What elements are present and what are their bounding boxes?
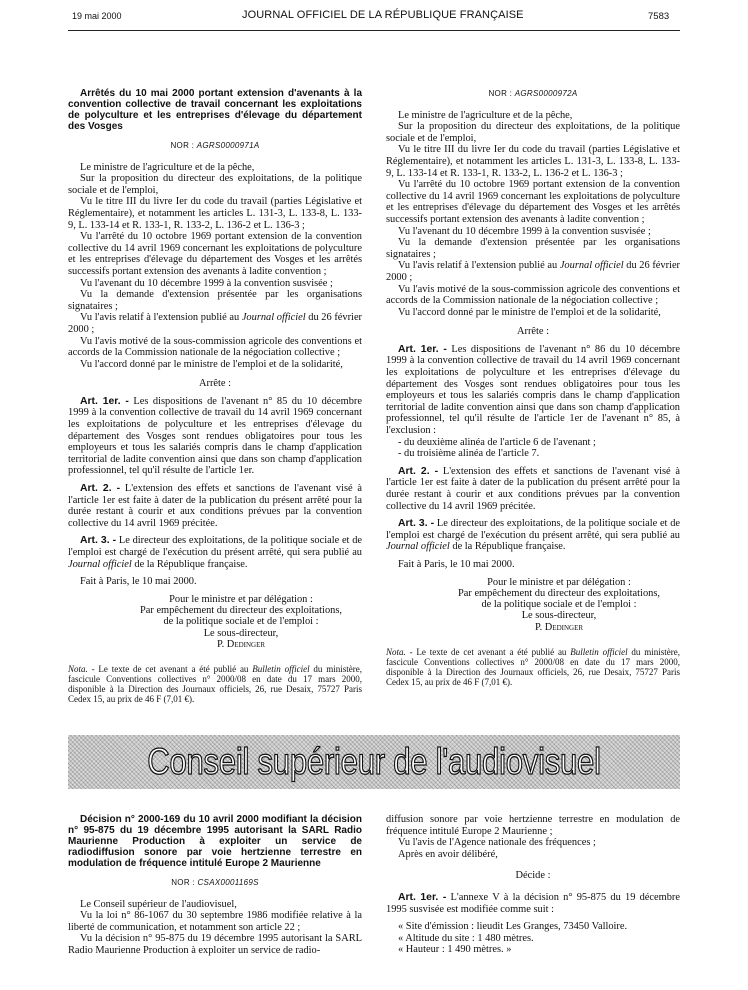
annex-line: « Site d'émission : lieudit Les Granges, 73450 Valloire. — [398, 921, 628, 933]
nor-reference: NOR : AGRS0000972A — [488, 89, 578, 98]
signing-place-date: Fait à Paris, le 10 mai 2000. — [80, 576, 197, 588]
page-number: 7583 — [648, 11, 670, 22]
visa: Vu le titre III du livre Ier du code du travail (parties Législative et Réglementaire), et notamment les articles L. 131-3, L. 133-8, L. 133-9, L. 133-14 et R. 133-1, R. 133-2, L. 136-2 et L. 136-3 ; — [386, 144, 680, 179]
visa: Vu l'accord donné par le ministre de l'emploi et de la solidarité, — [398, 306, 661, 318]
paragraph: Vu la loi n° 86-1067 du 30 septembre 1986 modifiée relative à la liberté de communication, et notamment son article 22 ; — [68, 910, 362, 933]
left-column — [68, 88, 362, 704]
article-1: Art. 1er. - Les dispositions de l'avenant n° 85 du 10 décembre 1999 à la convention collective de travail du 14 avril 1969 concernant les exploitations de polyculture et les entreprises d'élevage du département des Vosges sont rendues obligatoires pour tous les employeurs et tous les salariés compris dans le champ d'application territorial de ladite convention ainsi que dans son champ d'application professionnel, tel qu'il résulte de l'article 1er. — [68, 395, 362, 477]
section-title: Conseil supérieur de l'audiovisuel — [147, 741, 601, 782]
header-rule — [68, 30, 680, 31]
arrete-heading: Arrête : — [516, 326, 550, 338]
visa: Vu la demande d'extension présentée par les organisations signataires ; — [68, 289, 362, 312]
visa: Vu l'arrêté du 10 octobre 1969 portant extension de la convention collective du 14 avril 1969 concernant les exploitations de polyculture et les entreprises d'élevage du département des Vosges et les arrêtés successifs portant extension des avenants à ladite convention ; — [386, 179, 680, 225]
nor-reference: NOR : AGRS0000971A — [170, 141, 260, 150]
visa: Vu l'avis motivé de la sous-commission agricole des conventions et accords de la Commission nationale de la négociation collective ; — [68, 335, 362, 359]
visa: Vu l'avis motivé de la sous-commission agricole des conventions et accords de la Commission nationale de la négociation collective ; — [386, 283, 680, 307]
signature-block: Pour le ministre et par délégation : Par empêchement du directeur des exploitations, de la politique sociale et de l'emploi : Le sous-directeur, P. Dedinger — [458, 576, 660, 633]
decision-title: Décision n° 2000-169 du 10 avril 2000 modifiant la décision n° 95-875 du 19 décembre 1995 autorisant la SARL Radio Maurienne Production à exploiter un service de radiodiffusion sonore par voie hertzienne terrestre en modulation de fréquence intitulé Europe 2 Maurienne — [68, 814, 362, 869]
annex-line: « Altitude du site : 1 480 mètres. — [398, 932, 534, 944]
exclusion-item: - du deuxième alinéa de l'article 6 de l'avenant ; — [398, 436, 596, 448]
right-column — [386, 88, 680, 687]
article-3: Art. 3. - Le directeur des exploitations, de la politique sociale et de l'emploi est chargé de l'exécution du présent arrêté, qui sera publié au Journal officiel de la République française. — [68, 535, 363, 570]
signing-place-date: Fait à Paris, le 10 mai 2000. — [398, 558, 515, 570]
arrete-heading: Arrête : — [198, 378, 232, 390]
visa: Le ministre de l'agriculture et de la pêche, — [80, 161, 255, 173]
bottom-left-column — [68, 814, 362, 957]
visa: Sur la proposition du directeur des exploitations, de la politique sociale et de l'emploi, — [68, 173, 362, 196]
bottom-right-column — [386, 814, 680, 956]
exclusion-item: - du troisième alinéa de l'article 7. — [398, 448, 540, 460]
visa: Vu le titre III du livre Ier du code du travail (parties Législative et Réglementaire), et notamment les articles L. 131-3, L. 133-8, L. 133-9, L. 133-14 et R. 133-1, R. 133-2, L. 136-2 et L. 136-3 ; — [68, 196, 362, 231]
article-3: Art. 3. - Le directeur des exploitations, de la politique sociale et de l'emploi est chargé de l'exécution du présent arrêté, qui sera publié au Journal officiel de la République française. — [386, 518, 681, 553]
annex-line: « Hauteur : 1 490 mètres. » — [398, 944, 512, 956]
decide-heading: Décide : — [515, 870, 551, 882]
signature-block: Pour le ministre et par délégation : Par empêchement du directeur des exploitations, de la politique sociale et de l'emploi : Le sous-directeur, P. Dedinger — [140, 593, 342, 650]
article-1: Art. 1er. - Les dispositions de l'avenant n° 86 du 10 décembre 1999 à la convention collective de travail du 14 avril 1969 concernant les exploitations de polyculture et les entreprises d'élevage du département des Vosges sont rendues obligatoires pour tous les employeurs et tous les salariés compris dans le champ d'application territorial de ladite convention ainsi que dans son champ d'application professionnel, tel qu'il résulte de l'article 1er de l'avenant n° 85, à l'exclusion : — [386, 343, 680, 437]
nota: Nota. - Le texte de cet avenant a été publié au Bulletin officiel du ministère, fascicule Conventions collectives n° 2000/08 en date du 17 mars 2000, disponible à la Direction des Journaux officiels, 26, rue Desaix, 75727 Paris Cedex 15, au prix de 46 F (7,01 €). — [386, 647, 680, 688]
page-header — [0, 8, 748, 28]
visa: Vu l'avenant du 10 décembre 1999 à la convention susvisée ; — [398, 225, 651, 237]
visa: Vu l'accord donné par le ministre de l'emploi et de la solidarité, — [80, 358, 343, 370]
paragraph: Vu la décision n° 95-875 du 19 décembre 1995 autorisant la SARL Radio Maurienne Production à exploiter un service de radio- — [68, 933, 362, 956]
visa: Vu l'avis relatif à l'extension publié au Journal officiel du 26 février 2000 ; — [68, 312, 363, 335]
nota: Nota. - Le texte de cet avenant a été publié au Bulletin officiel du ministère, fascicule Conventions collectives n° 2000/08 en date du 17 mars 2000, disponible à la Direction des Journaux officiels, 26, rue Desaix, 75727 Paris Cedex 15, au prix de 46 F (7,01 €). — [68, 664, 362, 705]
visa: Le ministre de l'agriculture et de la pêche, — [398, 109, 573, 121]
paragraph: Après en avoir délibéré, — [398, 848, 498, 860]
decree-title: Arrêtés du 10 mai 2000 portant extension d'avenants à la convention collective de travail concernant les exploitations de polyculture et les entreprises d'élevage du département des Vosges — [68, 88, 362, 132]
nor-reference: NOR : CSAX0001169S — [171, 878, 259, 887]
article-2: Art. 2. - L'extension des effets et sanctions de l'avenant visé à l'article 1er est faite à dater de la publication du présent arrêté pour la durée restant à courir et aux conditions prévues par la convention collective du 14 avril 1969 précitée. — [386, 465, 680, 512]
article-1: Art. 1er. - L'annexe V à la décision n° 95-875 du 19 décembre 1995 susvisée est modifiée comme suit : — [386, 891, 680, 915]
visa: Vu la demande d'extension présentée par les organisations signataires ; — [386, 237, 680, 260]
visa: Vu l'avenant du 10 décembre 1999 à la convention susvisée ; — [80, 277, 333, 289]
visa: Sur la proposition du directeur des exploitations, de la politique sociale et de l'emploi, — [386, 121, 680, 144]
visa: Vu l'arrêté du 10 octobre 1969 portant extension de la convention collective du 14 avril 1969 concernant les exploitations de polyculture et les entreprises d'élevage du département des Vosges et les arrêtés successifs portant extension des avenants à ladite convention ; — [68, 231, 362, 277]
article-2: Art. 2. - L'extension des effets et sanctions de l'avenant visé à l'article 1er est faite à dater de la publication du présent arrêté pour la durée restant à courir et aux conditions prévues par la convention collective du 14 avril 1969 précitée. — [68, 483, 362, 529]
paragraph: diffusion sonore par voie hertzienne terrestre en modulation de fréquence intitulé Europe 2 Maurienne ; — [386, 814, 680, 837]
journal-title: JOURNAL OFFICIEL DE LA RÉPUBLIQUE FRANÇAISE — [242, 9, 524, 21]
visa: Vu l'avis relatif à l'extension publié au Journal officiel du 26 février 2000 ; — [386, 260, 681, 283]
paragraph: Vu l'avis de l'Agence nationale des fréquences ; — [398, 837, 596, 849]
section-banner — [68, 735, 680, 789]
paragraph: Le Conseil supérieur de l'audiovisuel, — [80, 898, 237, 910]
issue-date: 19 mai 2000 — [72, 11, 122, 21]
